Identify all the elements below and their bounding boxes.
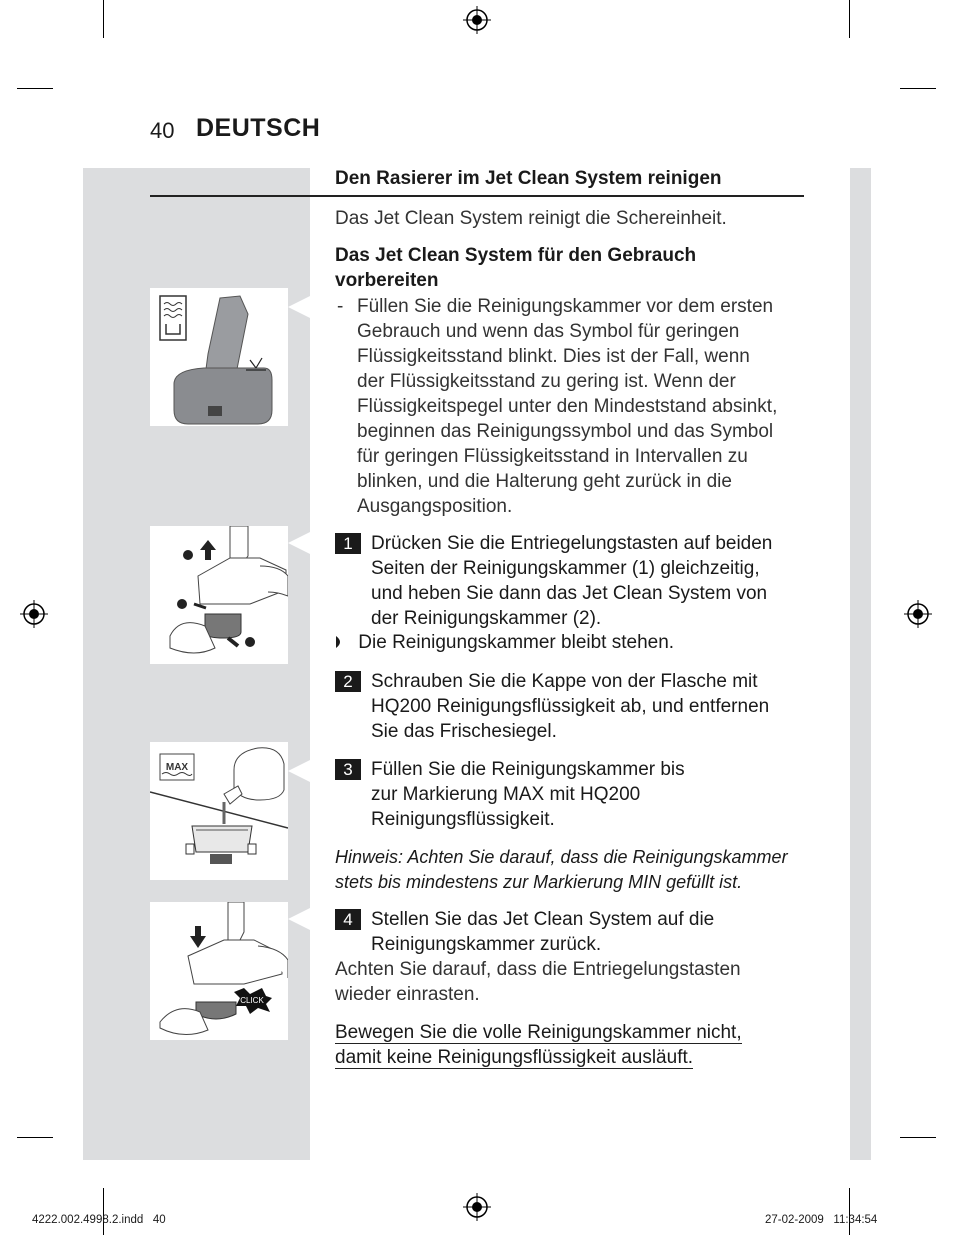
extra-line: Achten Sie darauf, dass die Entriegelungstasten xyxy=(335,959,741,980)
step-line: Sie das Frischesiegel. xyxy=(371,721,557,742)
dash-line: beginnen das Reinigungssymbol und das Symbol xyxy=(357,421,774,442)
registration-mark-icon xyxy=(463,1193,491,1221)
crop-mark xyxy=(17,1137,53,1138)
subheading: Das Jet Clean System für den Gebrauch vorbereiten xyxy=(335,245,697,291)
crop-mark xyxy=(17,88,53,89)
dash-line: für geringen Flüssigkeitsstand in Intervallen zu xyxy=(357,446,748,467)
warning-line: Bewegen Sie die volle Reinigungskammer nicht, xyxy=(335,1022,742,1043)
title-divider xyxy=(150,195,804,197)
step-line: Schrauben Sie die Kappe von der Flasche mit xyxy=(371,671,758,692)
step-4 xyxy=(335,907,805,1007)
step-line: Stellen Sie das Jet Clean System auf die xyxy=(371,909,715,930)
result-arrow-icon xyxy=(335,635,345,649)
callout-pointer xyxy=(288,532,310,554)
dash-line: Ausgangsposition. xyxy=(357,496,513,517)
step-1 xyxy=(335,531,805,631)
footer-timestamp: 27-02-2009 11:34:54 xyxy=(765,1214,878,1226)
callout-pointer xyxy=(288,296,310,318)
crop-mark xyxy=(103,1188,104,1235)
illustration-click xyxy=(150,902,288,1040)
note-text xyxy=(335,845,815,895)
dash-line: Füllen Sie die Reinigungskammer vor dem ersten xyxy=(357,296,774,317)
crop-mark xyxy=(849,0,850,38)
step-number-badge: 2 xyxy=(335,671,361,692)
illustration-low-fluid xyxy=(150,288,288,426)
footer-file-info: 4222.002.4998.2.indd 40 xyxy=(32,1214,166,1226)
warning-text xyxy=(335,1020,775,1070)
crop-mark xyxy=(103,0,104,38)
note-line: stets bis mindestens zur Markierung MIN gefüllt ist. xyxy=(335,872,743,892)
page-number: 40 xyxy=(150,118,175,143)
registration-mark-icon xyxy=(20,600,48,628)
right-margin-panel xyxy=(850,168,871,1160)
result-text: Die Reinigungskammer bleibt stehen. xyxy=(358,632,675,653)
note-line: Hinweis: Achten Sie darauf, dass die Reinigungskammer xyxy=(335,847,788,867)
step-line: Drücken Sie die Entriegelungstasten auf beiden xyxy=(371,533,773,554)
extra-line: wieder einrasten. xyxy=(335,984,480,1005)
step-number-badge: 4 xyxy=(335,909,361,930)
step-line: Reinigungsflüssigkeit. xyxy=(371,809,555,830)
dash-line: Flüssigkeitspegel unter den Mindeststand absinkt, xyxy=(357,396,778,417)
dash-line: Flüssigkeitsstand blinkt. Dies ist der Fall, wenn xyxy=(357,346,750,367)
click-label: CLICK xyxy=(240,996,264,1005)
crop-mark xyxy=(900,1137,936,1138)
dash-list-item xyxy=(335,294,805,519)
callout-pointer xyxy=(288,908,310,930)
dash-line: blinken, und die Halterung geht zurück in die xyxy=(357,471,732,492)
dash-line: der Flüssigkeitsstand zu gering ist. Wenn der xyxy=(357,371,736,392)
step-line: der Reinigungskammer (2). xyxy=(371,608,602,629)
registration-mark-icon xyxy=(904,600,932,628)
intro-text: Das Jet Clean System reinigt die Schereinheit. xyxy=(335,208,727,229)
warning-line: damit keine Reinigungsflüssigkeit ausläuft. xyxy=(335,1047,694,1068)
step-4-extra xyxy=(335,957,805,1007)
crop-mark xyxy=(849,1188,850,1235)
illustration-fill-max xyxy=(150,742,288,880)
page-title: Den Rasierer im Jet Clean System reinigen xyxy=(335,168,722,189)
callout-pointer xyxy=(288,760,310,782)
step-2 xyxy=(335,669,805,744)
dash-line: Gebrauch und wenn das Symbol für geringen xyxy=(357,321,740,342)
section-title: DEUTSCH xyxy=(196,114,321,142)
illustration-release xyxy=(150,526,288,664)
step-number-badge: 3 xyxy=(335,759,361,780)
step-number-badge: 1 xyxy=(335,533,361,554)
step-3 xyxy=(335,757,805,832)
registration-mark-icon xyxy=(463,6,491,34)
step-line: Seiten der Reinigungskammer (1) gleichzeitig, xyxy=(371,558,760,579)
step-line: zur Markierung MAX mit HQ200 xyxy=(371,784,641,805)
step-line: und heben Sie dann das Jet Clean System von xyxy=(371,583,768,604)
step-line: Füllen Sie die Reinigungskammer bis xyxy=(371,759,685,780)
crop-mark xyxy=(900,88,936,89)
max-label: MAX xyxy=(165,762,189,773)
step-line: HQ200 Reinigungsflüssigkeit ab, und entfernen xyxy=(371,696,770,717)
step-line: Reinigungskammer zurück. xyxy=(371,934,602,955)
dash-marker: - xyxy=(337,296,344,317)
result-bullet xyxy=(335,632,674,654)
